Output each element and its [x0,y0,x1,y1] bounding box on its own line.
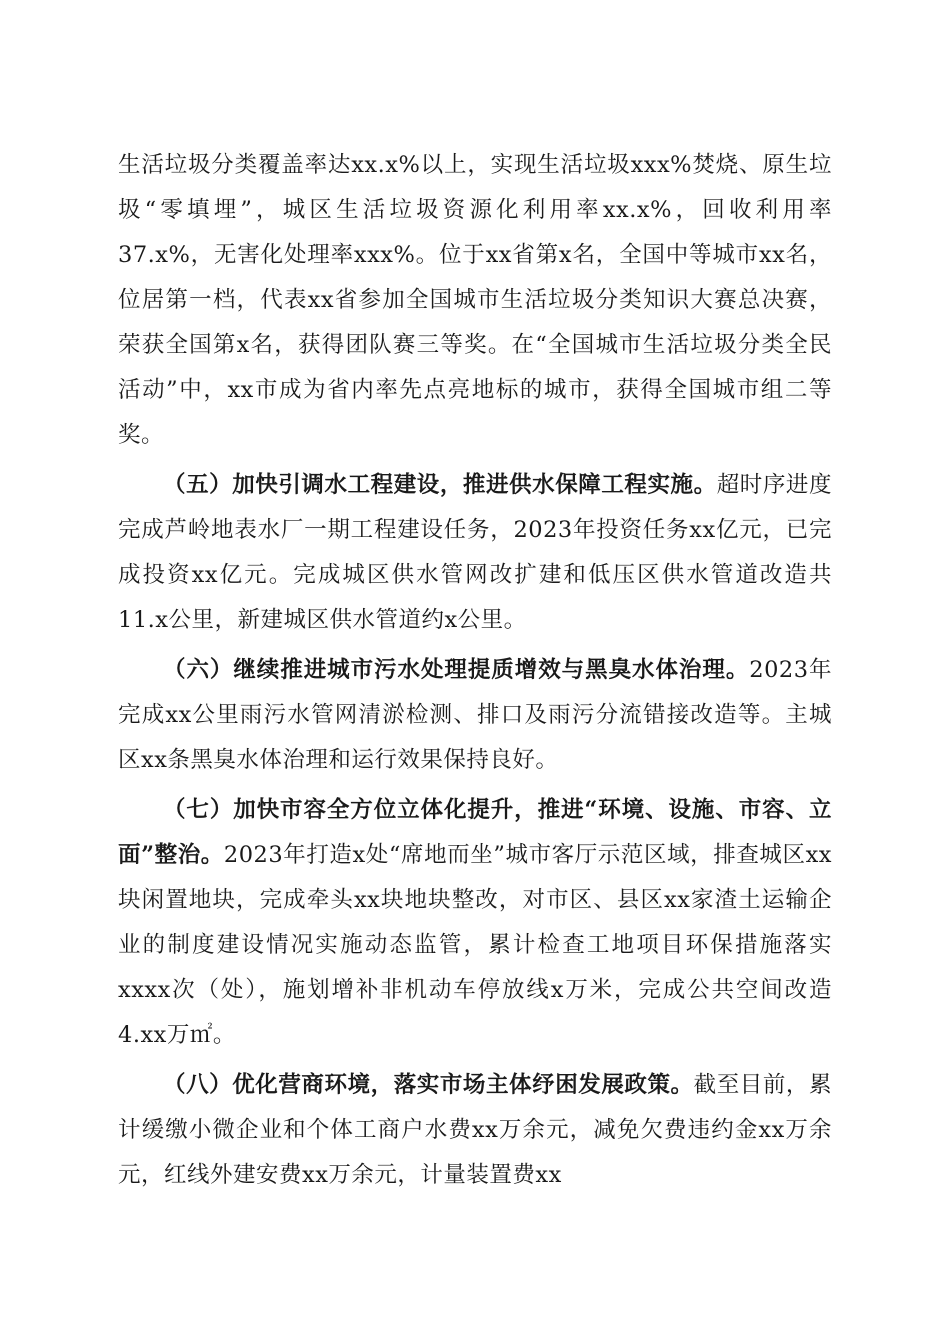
paragraph-section-8 [118,1063,832,1198]
paragraph-heading: （六）继续推进城市污水处理提质增效与黑臭水体治理。 [163,657,750,683]
paragraph-text: 截至目前，累计缓缴小微企业和个体工商户水费xx万余元，减免欠费违约金xx万余元，红线外建安费xx万余元，计量装置费xx [118,1072,832,1188]
paragraph-heading: （五）加快引调水工程建设，推进供水保障工程实施。 [163,472,717,498]
paragraph-continuation [118,143,832,458]
document-body [118,143,832,1203]
paragraph-heading: （七）加快市容全方位立体化提升，推进“环境、设施、市容、立面”整治。 [118,797,832,868]
paragraph-section-5 [118,463,832,643]
paragraph-heading: （八）优化营商环境，落实市场主体纾困发展政策。 [163,1072,694,1098]
paragraph-text: 2023年完成xx公里雨污水管网清淤检测、排口及雨污分流错接改造等。主城区xx条黑臭水体治理和运行效果保持良好。 [118,657,832,773]
paragraph-text: 2023年打造x处“席地而坐”城市客厅示范区域，排查城区xx块闲置地块，完成牵头xx块地块整改，对市区、县区xx家渣土运输企业的制度建设情况实施动态监管，累计检查工地项目环保措施落实xxxx次（处），施划增补非机动车停放线x万米，完成公共空间改造4.xx万㎡。 [118,842,832,1048]
paragraph-section-7 [118,788,832,1058]
paragraph-text: 生活垃圾分类覆盖率达xx.x%以上，实现生活垃圾xxx%焚烧、原生垃圾“零填埋”，城区生活垃圾资源化利用率xx.x%，回收利用率37.x%，无害化处理率xxx%。位于xx省第x名，全国中等城市xx名，位居第一档，代表xx省参加全国城市生活垃圾分类知识大赛总决赛，荣获全国第x名，获得团队赛三等奖。在“全国城市生活垃圾分类全民活动”中，xx市成为省内率先点亮地标的城市，获得全国城市组二等奖。 [118,152,832,448]
paragraph-text: 超时序进度完成芦岭地表水厂一期工程建设任务，2023年投资任务xx亿元，已完成投资xx亿元。完成城区供水管网改扩建和低压区供水管道改造共11.x公里，新建城区供水管道约x公里。 [118,472,832,633]
paragraph-section-6 [118,648,832,783]
